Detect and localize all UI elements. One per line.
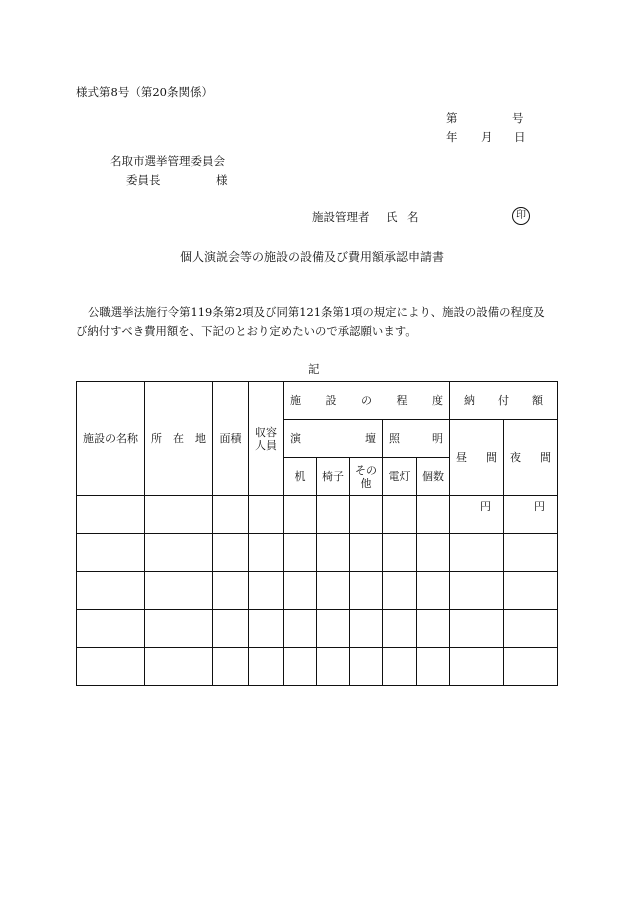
cell-other[interactable] <box>350 496 383 534</box>
cell-daytime[interactable] <box>450 648 504 686</box>
addressee-chair: 委員長 <box>126 173 161 187</box>
header-daytime: 昼 間 <box>450 420 504 496</box>
header-location: 所 在 地 <box>145 382 213 496</box>
header-night: 夜 間 <box>504 420 558 496</box>
header-payment: 納 付 額 <box>450 382 558 420</box>
body-paragraph: 公職選挙法施行令第119条第2項及び同第121条第1項の規定により、施設の設備の程度及び納付すべき費用額を、下記のとおり定めたいので承認願います。 <box>76 305 545 338</box>
cell-night-yen[interactable]: 円 <box>504 496 558 534</box>
header-podium: 演 壇 <box>284 420 383 458</box>
cell-area[interactable] <box>213 496 249 534</box>
cell-location[interactable] <box>145 534 213 572</box>
addressee-org: 名取市選挙管理委員会 <box>110 154 225 168</box>
cell-capacity[interactable] <box>249 496 284 534</box>
cell-capacity[interactable] <box>249 610 284 648</box>
header-chair: 椅子 <box>317 458 350 496</box>
document-title: 個人演説会等の施設の設備及び費用額承認申請書 <box>180 250 445 264</box>
date-day-label: 日 <box>514 130 526 144</box>
cell-count[interactable] <box>417 496 450 534</box>
cell-location[interactable] <box>145 648 213 686</box>
cell-capacity[interactable] <box>249 572 284 610</box>
date-year-label: 年 <box>446 130 458 144</box>
cell-chair[interactable] <box>317 610 350 648</box>
cell-count[interactable] <box>417 534 450 572</box>
table-row <box>77 572 558 610</box>
cell-location[interactable] <box>145 610 213 648</box>
cell-desk[interactable] <box>284 572 317 610</box>
cell-other[interactable] <box>350 572 383 610</box>
cell-count[interactable] <box>417 648 450 686</box>
cell-desk[interactable] <box>284 496 317 534</box>
header-facility-name: 施設の名称 <box>77 382 145 496</box>
applicant-mei: 名 <box>407 210 419 224</box>
cell-desk[interactable] <box>284 610 317 648</box>
cell-facility-name[interactable] <box>77 496 145 534</box>
cell-desk[interactable] <box>284 534 317 572</box>
applicant-role: 施設管理者 <box>312 210 370 224</box>
cell-capacity[interactable] <box>249 534 284 572</box>
cell-facility-name[interactable] <box>77 572 145 610</box>
cell-chair[interactable] <box>317 648 350 686</box>
cell-other[interactable] <box>350 610 383 648</box>
cell-daytime[interactable] <box>450 534 504 572</box>
cell-count[interactable] <box>417 572 450 610</box>
header-capacity: 収容 人員 <box>249 382 284 496</box>
cell-area[interactable] <box>213 534 249 572</box>
cell-facility-name[interactable] <box>77 534 145 572</box>
cell-daytime[interactable] <box>450 610 504 648</box>
cell-area[interactable] <box>213 610 249 648</box>
table-row <box>77 534 558 572</box>
cell-count[interactable] <box>417 610 450 648</box>
cell-location[interactable] <box>145 496 213 534</box>
header-count: 個数 <box>417 458 450 496</box>
cell-chair[interactable] <box>317 534 350 572</box>
table-row <box>77 648 558 686</box>
cell-lamp[interactable] <box>383 496 417 534</box>
cell-lamp[interactable] <box>383 610 417 648</box>
ki-label: 記 <box>308 362 320 376</box>
cell-night[interactable] <box>504 610 558 648</box>
header-lighting: 照 明 <box>383 420 450 458</box>
cell-daytime-yen[interactable]: 円 <box>450 496 504 534</box>
cell-location[interactable] <box>145 572 213 610</box>
table-row <box>77 610 558 648</box>
table-row <box>77 496 558 534</box>
cell-night[interactable] <box>504 572 558 610</box>
applicant-shi: 氏 <box>386 210 398 224</box>
cell-daytime[interactable] <box>450 572 504 610</box>
form-number: 様式第8号（第20条関係） <box>76 85 213 99</box>
cell-other[interactable] <box>350 648 383 686</box>
cell-lamp[interactable] <box>383 648 417 686</box>
header-lamp: 電灯 <box>383 458 417 496</box>
cell-lamp[interactable] <box>383 572 417 610</box>
number-go-label: 号 <box>512 111 524 125</box>
cell-capacity[interactable] <box>249 648 284 686</box>
header-equipment: 施 設 の 程 度 <box>284 382 450 420</box>
cell-area[interactable] <box>213 572 249 610</box>
cell-other[interactable] <box>350 534 383 572</box>
cell-facility-name[interactable] <box>77 610 145 648</box>
cell-night[interactable] <box>504 648 558 686</box>
cell-chair[interactable] <box>317 496 350 534</box>
cell-lamp[interactable] <box>383 534 417 572</box>
addressee-honorific: 様 <box>216 173 228 187</box>
cell-desk[interactable] <box>284 648 317 686</box>
application-table <box>76 381 558 686</box>
date-month-label: 月 <box>481 130 493 144</box>
cell-facility-name[interactable] <box>77 648 145 686</box>
cell-chair[interactable] <box>317 572 350 610</box>
header-other: その 他 <box>350 458 383 496</box>
cell-area[interactable] <box>213 648 249 686</box>
header-desk: 机 <box>284 458 317 496</box>
number-dai-label: 第 <box>446 111 458 125</box>
header-area: 面積 <box>213 382 249 496</box>
cell-night[interactable] <box>504 534 558 572</box>
seal-icon: 印 <box>512 207 530 225</box>
